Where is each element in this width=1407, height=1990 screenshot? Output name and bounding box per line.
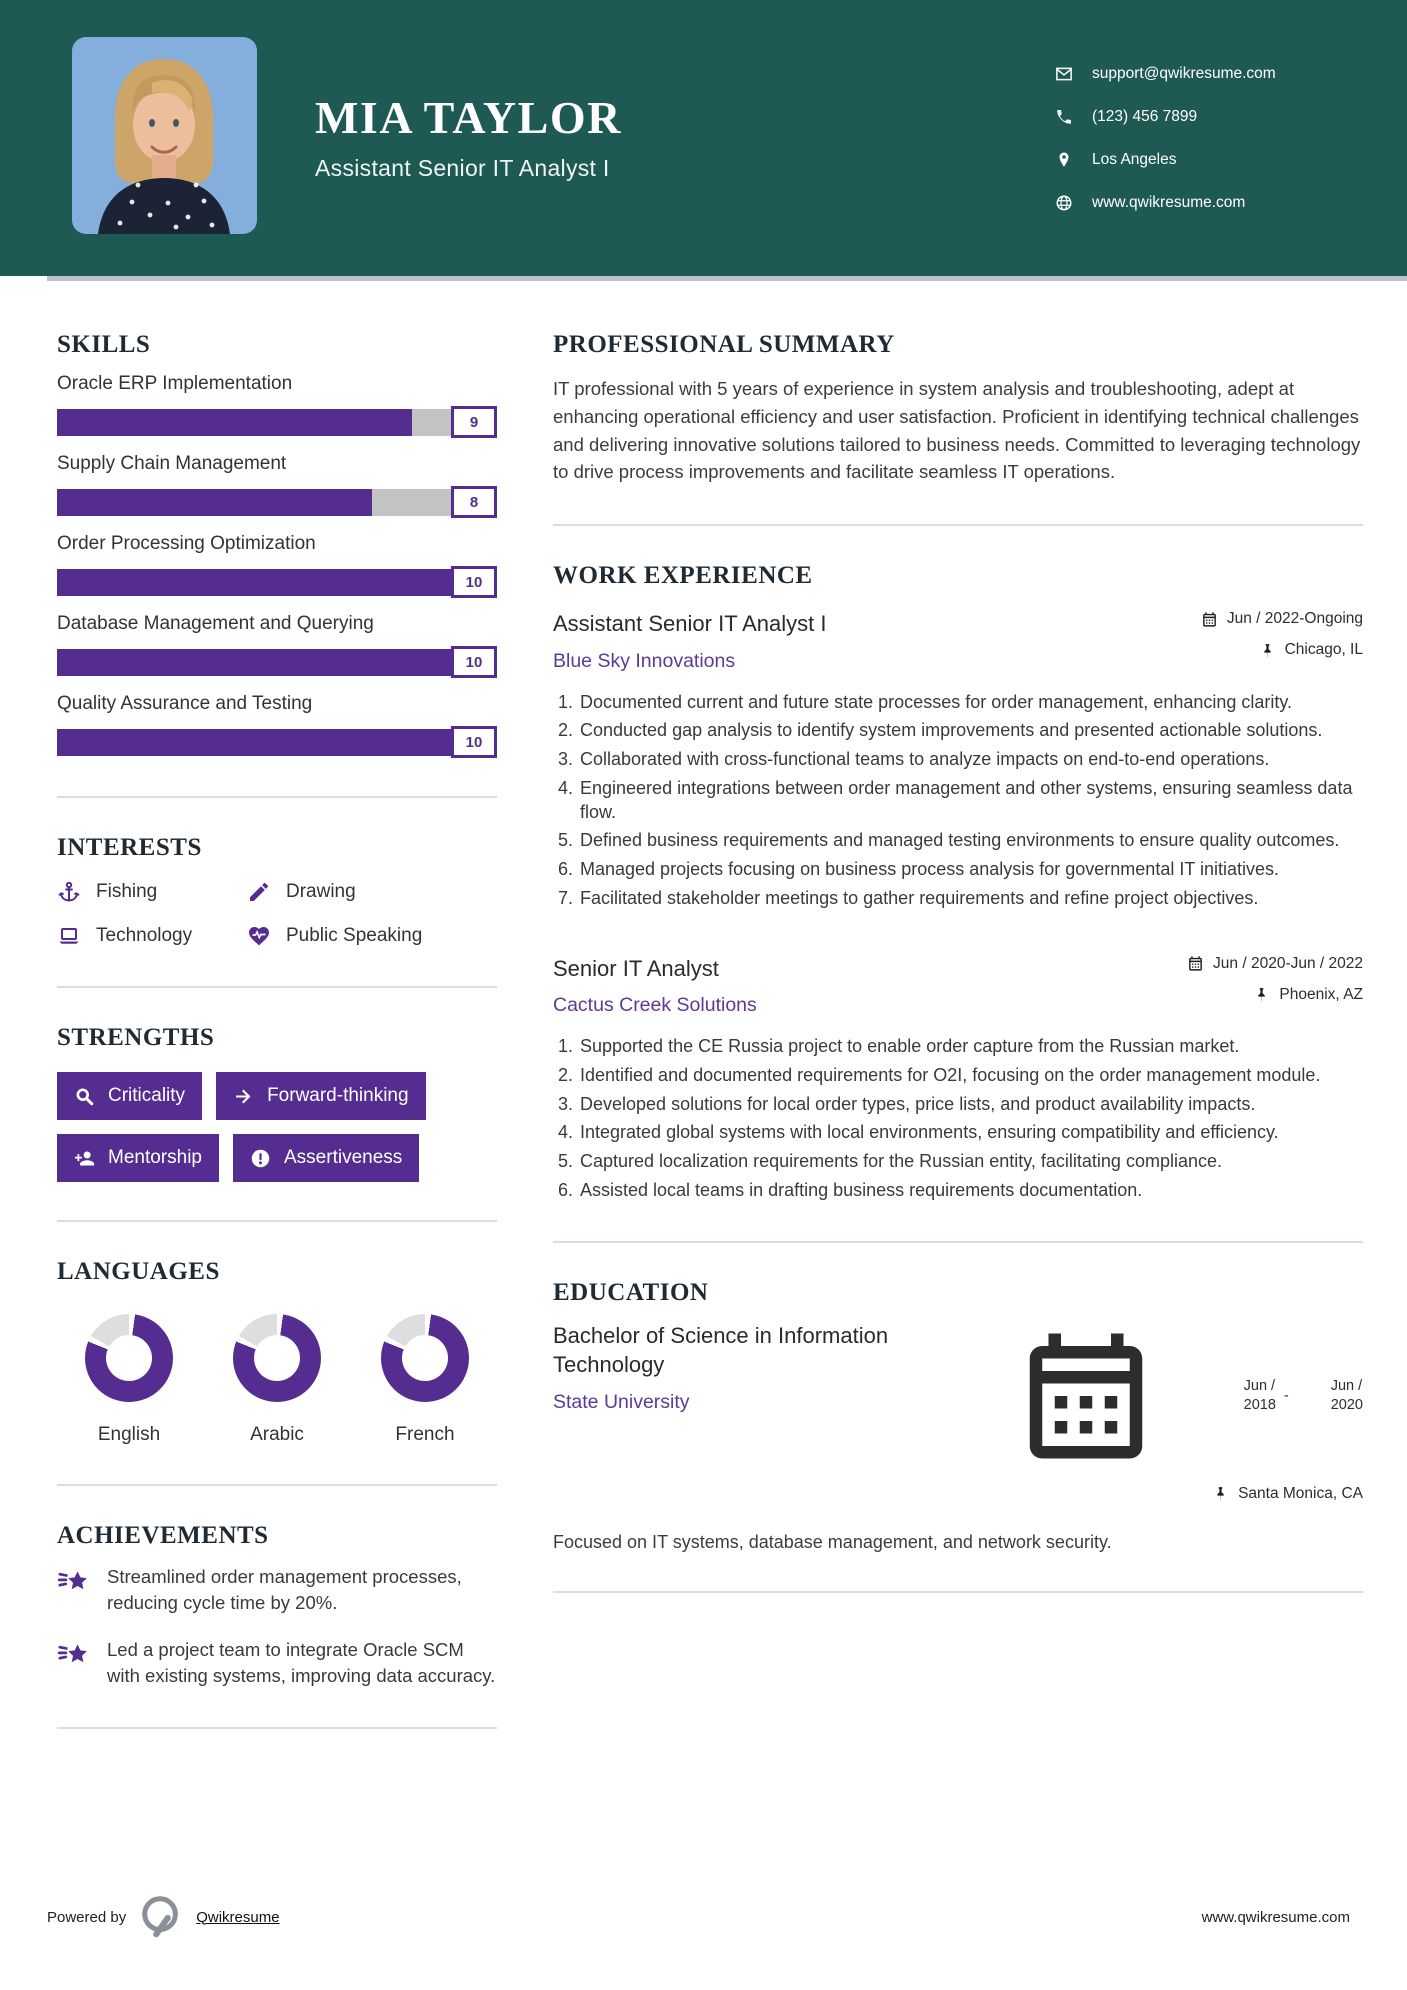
education-note: Focused on IT systems, database management, and network security.	[553, 1531, 1112, 1552]
language-label: Arabic	[250, 1424, 304, 1445]
skill-bar-track	[57, 729, 451, 756]
skill-bar-fill	[57, 649, 451, 676]
education-date	[936, 1321, 1363, 1471]
languages-title: LANGUAGES	[57, 1258, 220, 1285]
interests-list	[57, 880, 497, 948]
skill-rating-badge: 8	[451, 486, 497, 518]
skill-bar-fill	[57, 409, 412, 436]
achievement-item	[57, 1564, 497, 1617]
job-title: Assistant Senior IT Analyst I	[553, 611, 827, 636]
job-bullet: 5. Defined business requirements and managed testing environments to ensure quality outcomes.	[578, 829, 1363, 853]
job-bullet: 2. Identified and documented requirements for O2I, focusing on the order management module.	[578, 1064, 1363, 1088]
content	[0, 281, 1407, 1765]
left-column	[57, 331, 497, 1765]
strength-badge	[57, 1134, 219, 1182]
languages-list	[57, 1300, 497, 1446]
job-header	[553, 610, 1363, 673]
skill-bar	[57, 406, 497, 438]
job-location-text: Phoenix, AZ	[1279, 985, 1363, 1003]
language-label: French	[395, 1424, 455, 1445]
divider	[57, 796, 497, 798]
job-date-text: Jun / 2022-Ongoing	[1226, 610, 1363, 627]
skills-title: SKILLS	[57, 331, 151, 358]
phone-icon	[1055, 108, 1073, 126]
footer-branding	[47, 1894, 280, 1940]
laptop-icon	[57, 924, 81, 948]
job-bullet: 4. Engineered integrations between order management and other systems, ensuring seamless data flow.	[578, 777, 1363, 825]
star-shooting-icon	[57, 1565, 91, 1599]
skill-bar-fill	[57, 569, 451, 596]
job-bullet: 1. Supported the CE Russia project to enable order capture from the Russian market.	[578, 1035, 1363, 1059]
education-degree: Bachelor of Science in Information Technology	[553, 1322, 889, 1378]
job-title: Senior IT Analyst	[553, 955, 719, 981]
job-bullet: 2. Conducted gap analysis to identify system improvements and presented actionable solutions.	[578, 719, 1363, 743]
contact-row[interactable]	[1055, 65, 1355, 83]
interests-title: INTERESTS	[57, 834, 202, 861]
strength-badge	[57, 1072, 202, 1120]
language-donut-chart	[85, 1314, 173, 1402]
right-column	[553, 331, 1363, 1765]
skill-item	[57, 693, 497, 758]
contact-text: Los Angeles	[1092, 150, 1177, 168]
job-bullet: 1. Documented current and future state processes for order management, enhancing clarity.	[578, 691, 1363, 715]
skill-item	[57, 613, 497, 678]
pencil-icon	[247, 880, 271, 904]
skill-bar-track	[57, 569, 451, 596]
job-company-link[interactable]: Cactus Creek Solutions	[553, 994, 757, 1017]
strength-badge	[233, 1134, 419, 1182]
language-item	[63, 1314, 195, 1446]
job-entry	[553, 955, 1363, 1203]
language-item	[359, 1314, 491, 1446]
education-entry	[553, 1321, 1363, 1516]
skill-rating-badge: 10	[451, 646, 497, 678]
job-bullet: 3. Developed solutions for local order types, price lists, and product availability impacts.	[578, 1093, 1363, 1117]
calendar-icon	[1187, 955, 1204, 972]
job-location	[1187, 986, 1363, 1004]
candidate-title: Assistant Senior IT Analyst I	[315, 154, 610, 181]
divider	[57, 1220, 497, 1222]
contact-row	[1055, 108, 1355, 126]
job-bullet: 7. Facilitated stakeholder meetings to gather requirements and refine project objectives.	[578, 887, 1363, 911]
skill-rating-badge: 10	[451, 566, 497, 598]
skill-label: Oracle ERP Implementation	[57, 373, 293, 394]
achievements-list	[57, 1564, 497, 1689]
summary-title: PROFESSIONAL SUMMARY	[553, 331, 895, 358]
divider	[553, 1241, 1363, 1243]
interest-label: Technology	[96, 925, 193, 946]
job-bullet: 3. Collaborated with cross-functional teams to analyze impacts on end-to-end operations.	[578, 748, 1363, 772]
strength-label: Forward-thinking	[267, 1085, 409, 1106]
education-date-separator: -	[1283, 1387, 1289, 1404]
interest-label: Public Speaking	[286, 925, 423, 946]
qwikresume-logo-icon	[138, 1894, 184, 1940]
education-meta	[936, 1321, 1363, 1516]
powered-by-label: Powered by	[47, 1908, 127, 1926]
job-bullet: 6. Managed projects focusing on business process analysis for governmental IT initiatives.	[578, 858, 1363, 882]
mail-icon	[1055, 65, 1073, 83]
skill-label: Database Management and Querying	[57, 613, 374, 634]
divider	[553, 524, 1363, 526]
job-date	[1187, 955, 1363, 973]
divider	[553, 1591, 1363, 1593]
skill-bar-track	[57, 409, 451, 436]
strengths-list	[57, 1072, 497, 1182]
job-bullet: 6. Assisted local teams in drafting business requirements documentation.	[578, 1179, 1363, 1203]
candidate-name: MIA TAYLOR	[315, 91, 622, 143]
job-bullet-list	[553, 1035, 1363, 1203]
globe-icon	[1055, 194, 1073, 212]
skill-bar-track	[57, 649, 451, 676]
language-donut-chart	[381, 1314, 469, 1402]
strength-badge	[216, 1072, 426, 1120]
skill-rating-badge: 9	[451, 406, 497, 438]
contact-row[interactable]	[1055, 194, 1355, 212]
profile-photo	[72, 37, 257, 234]
pushpin-icon	[1253, 986, 1270, 1003]
footer	[47, 1894, 1350, 1940]
language-item	[211, 1314, 343, 1446]
contact-text: support@qwikresume.com	[1092, 64, 1276, 82]
education-date-end: Jun / 2020	[1330, 1377, 1363, 1413]
achievements-title: ACHIEVEMENTS	[57, 1522, 269, 1549]
job-bullet: 5. Captured localization requirements for the Russian entity, facilitating compliance.	[578, 1150, 1363, 1174]
search-icon	[74, 1086, 95, 1107]
skill-bar	[57, 646, 497, 678]
job-location-text: Chicago, IL	[1284, 641, 1363, 658]
summary-text: IT professional with 5 years of experience in system analysis and troubleshooting, adept at enhancing operational efficiency and user satisfaction. Proficient in identifying technical challenges and delivering innovative solutions tailored to business needs. Committed to leveraging technology to drive process improvements and facilitate seamless IT operations.	[553, 378, 1361, 483]
skill-bar-track	[57, 489, 451, 516]
education-main	[553, 1321, 936, 1414]
person-plus-icon	[74, 1148, 95, 1169]
interest-item	[57, 880, 237, 904]
pushpin-icon	[1259, 642, 1276, 659]
heart-pulse-icon	[247, 924, 271, 948]
job-date	[1201, 610, 1363, 628]
skill-bar-fill	[57, 729, 451, 756]
skill-rating-badge: 10	[451, 726, 497, 758]
identity-block	[315, 91, 622, 182]
strength-label: Assertiveness	[284, 1147, 403, 1168]
contact-row	[1055, 151, 1355, 169]
skill-bar-fill	[57, 489, 372, 516]
skill-label: Order Processing Optimization	[57, 533, 316, 554]
divider	[57, 1727, 497, 1729]
header	[0, 0, 1407, 276]
education-title: EDUCATION	[553, 1278, 709, 1306]
contact-text: (123) 456 7899	[1092, 107, 1198, 125]
calendar-icon	[1201, 611, 1218, 628]
job-bullet-list	[553, 691, 1363, 911]
job-meta	[1187, 955, 1363, 1017]
strength-label: Criticality	[108, 1085, 186, 1106]
language-label: English	[97, 1424, 161, 1445]
achievement-item	[57, 1637, 497, 1690]
education-school-link[interactable]: State University	[553, 1391, 690, 1414]
qwikresume-brand-link[interactable]: Qwikresume	[196, 1908, 280, 1926]
divider	[57, 1484, 497, 1486]
interest-item	[247, 880, 497, 904]
calendar-icon	[936, 1321, 1236, 1471]
arrow-right-icon	[233, 1086, 254, 1107]
skill-item	[57, 453, 497, 518]
achievement-text: Streamlined order management processes, reducing cycle time by 20%.	[107, 1566, 462, 1614]
job-company-link[interactable]: Blue Sky Innovations	[553, 649, 736, 672]
skill-bar	[57, 726, 497, 758]
education-location: Santa Monica, CA	[936, 1485, 1363, 1503]
pushpin-icon	[1212, 1485, 1229, 1502]
job-main	[553, 955, 757, 1018]
skill-item	[57, 373, 497, 438]
star-shooting-icon	[57, 1638, 91, 1672]
job-meta	[1201, 610, 1363, 672]
interest-label: Fishing	[96, 881, 158, 902]
job-main	[553, 610, 827, 673]
job-entry	[553, 610, 1363, 911]
divider	[57, 986, 497, 988]
skill-bar	[57, 566, 497, 598]
interest-item	[57, 924, 237, 948]
job-header	[553, 955, 1363, 1018]
skill-bar	[57, 486, 497, 518]
contact-text: www.qwikresume.com	[1092, 193, 1246, 211]
experience-title: WORK EXPERIENCE	[553, 562, 813, 589]
exclamation-icon	[250, 1148, 271, 1169]
job-bullet: 4. Integrated global systems with local environments, ensuring compatibility and efficiency.	[578, 1121, 1363, 1145]
contact-list	[1055, 65, 1355, 212]
achievement-text: Led a project team to integrate Oracle SCM with existing systems, improving data accuracy.	[107, 1638, 496, 1686]
skill-label: Supply Chain Management	[57, 453, 287, 474]
language-donut-chart	[233, 1314, 321, 1402]
skill-label: Quality Assurance and Testing	[57, 693, 313, 714]
jobs-list	[553, 610, 1363, 1203]
job-date-text: Jun / 2020-Jun / 2022	[1213, 954, 1363, 972]
anchor-icon	[57, 880, 81, 904]
location-icon	[1055, 151, 1073, 169]
interest-item	[247, 924, 497, 948]
footer-site-url: www.qwikresume.com	[1201, 1908, 1350, 1926]
job-location	[1201, 641, 1363, 659]
strength-label: Mentorship	[108, 1147, 202, 1168]
education-date-start: Jun / 2018	[1243, 1377, 1276, 1413]
skills-list	[57, 373, 497, 758]
profile-photo-illustration	[72, 37, 257, 234]
interest-label: Drawing	[286, 881, 356, 902]
strengths-title: STRENGTHS	[57, 1024, 215, 1051]
skill-item	[57, 533, 497, 598]
